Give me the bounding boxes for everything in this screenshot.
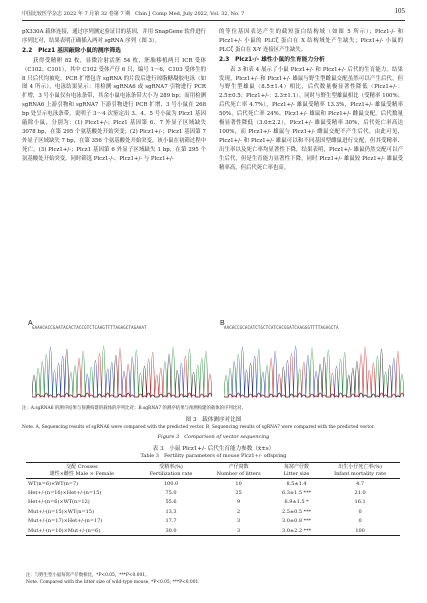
table-cell: 16.1 bbox=[354, 499, 366, 506]
table-row bbox=[26, 498, 400, 507]
table-caption-en: Table 3 Fertility parameters of mouse Plcz1+/- offspring bbox=[140, 453, 287, 459]
page-number: 105 bbox=[394, 7, 405, 15]
column-header-line: 受精率(%) bbox=[159, 464, 183, 470]
table-row bbox=[26, 526, 400, 536]
left-column bbox=[22, 28, 206, 164]
table-cell: 8.5±1.4 bbox=[286, 480, 307, 487]
figure-3 bbox=[22, 320, 405, 402]
table-cell: 75.0 bbox=[165, 489, 177, 496]
figure-note: 注：A.sgRNA6 的测序结果与预测构建的载体的序列比对；B.sgRNA7 的测序结果与预测构建的载体的序列比对。 bbox=[22, 406, 246, 411]
table-cell: 3.0±0.8 *** bbox=[281, 518, 312, 525]
table-cell: 2 bbox=[237, 508, 241, 515]
figure-caption: 图 3 载体测序对比图 bbox=[185, 417, 242, 423]
column-header-line: 交配 Crosses bbox=[66, 464, 98, 470]
chromatogram-b-traces bbox=[224, 331, 404, 405]
table-cell: 30.0 bbox=[138, 526, 205, 536]
table-note-en: Note. Compared with the litter size of wild-type mouse, *P<0.05, ***P<0.001. bbox=[26, 580, 200, 585]
table-note: 注：与野生型小鼠每窝产仔数相比，*P<0.05，***P<0.001。 bbox=[26, 573, 150, 578]
table-cell: 2.5±0.5 *** bbox=[281, 508, 312, 515]
panel-b-letter: B bbox=[220, 320, 225, 327]
figure-caption-en: Figure 3 Comparison of vector sequencing bbox=[157, 434, 270, 440]
table-cell: WT(n=6)×WT(n=7) bbox=[28, 480, 79, 487]
paragraph: pX330A 载体连接，通过序列测定验证目的基因，并用 SnapGene 软件进行序列比对，结果表明正确插入两对 sgRNA 序列（图 3）。 bbox=[22, 29, 206, 44]
column-header-line: Infant mortality rate bbox=[334, 470, 387, 477]
table-row bbox=[26, 479, 400, 489]
table-cell: 3 bbox=[204, 526, 273, 536]
table-cell: 25 bbox=[235, 489, 242, 496]
table-caption: 表 3 小鼠 Plcz1+/- 后代生育能力参数（x̄±s） bbox=[152, 446, 275, 452]
fertility-table bbox=[26, 462, 400, 536]
table-row bbox=[26, 507, 400, 516]
table-row bbox=[26, 517, 400, 526]
journal-header: 中国比较医学杂志 2022 年 7 月第 32 卷第 7 期 Chin J Comp Med, July 2022, Vol. 32, No. 7 bbox=[22, 11, 245, 17]
table-cell: 10 bbox=[235, 480, 242, 487]
table-cell: 100.0 bbox=[163, 480, 179, 487]
column-header-line: Number of litters bbox=[216, 470, 261, 477]
table-cell: Het+/-(n=6)×WT(n=12) bbox=[28, 499, 90, 506]
right-column bbox=[219, 28, 403, 173]
column-header-line: 出生小仔死亡率(%) bbox=[338, 464, 382, 470]
running-header bbox=[22, 7, 405, 18]
table-cell: 3 bbox=[237, 518, 241, 525]
trace-a bbox=[224, 348, 404, 397]
paragraph: 的等位基因表达产生的截短蛋白结构域（如图 5 所示）；Plcz1-/- 和 Plcz1+/- 小鼠的 PLCζ 蛋白在 X 结构域处产生缺失；Plcz1+/- 小鼠的 PLCζ 蛋白在 X-Y 连接区产生缺失。 bbox=[219, 29, 403, 53]
column-header-line: 产仔窝数 bbox=[228, 464, 249, 470]
table-cell: 3.0±2.2 *** bbox=[273, 526, 320, 536]
column-header-line: Litter size bbox=[283, 470, 310, 477]
column-header bbox=[320, 463, 400, 479]
table-header bbox=[26, 463, 400, 479]
table-cell: 55.6 bbox=[165, 499, 177, 506]
column-header bbox=[273, 463, 320, 479]
paragraph: 获得受精卵 82 枚，显微注射活胚 54 枚，胚胎移植两只 ICR 受体（C102、C101），其中 C102 受体产仔 6 只，编号 1～6，C103 受体生的 8 只后代均被吃。PCR 扩增包含 sgRNA 的片段后进行琼脂糖凝胶电泳（如图 4 所示），电泳结果显示：用检测 sgRNA6 或 sgRNA7 引物进行 PCR 扩增，3 号小鼠仅有电泳条带，其余小鼠电泳条带大小为 289 bp；而用检测 sgRNA6 上游引物和 sgRNA7 下游引物进行 PCR 扩增，3 号小鼠在 268 bp 处呈示电泳条带，说明子 3～4 次鉴定出 3、4、5 号小鼠为 Plcz1 基因敲除小鼠，分别为：(1) Plcz1+/-；Plcz1 基因第 6、7 外显子区域缺失 3078 bp，在第 295 个氨基酸处开始突变；(2) Plcz1+/-；Plcz1 基因第 7 外显子区域缺失 7 bp，在第 356 个氨基酸处开始突变，该小鼠在初筛过程中死亡。(3) Plcz1+/-；Plcz1 基因第 6 外显子区域缺失 1 bp，在第 295 个氨基酸处开始突变。同时筛选 Plcz1-/-、Plcz1+/- 与 Plcz1+/- bbox=[22, 57, 206, 162]
sequence-a: GAAACACCGAATACACTACCGTCTCAAGTTTTAGAGCTAGAAAT bbox=[32, 325, 147, 330]
table-cell: 6.3±1.5 *** bbox=[281, 489, 312, 496]
section-heading: 2.3 Plcz1-/- 雄性小鼠的生育能力分析 bbox=[219, 56, 325, 63]
header-rule bbox=[22, 20, 405, 21]
chromatogram-a-traces bbox=[32, 331, 212, 405]
column-header bbox=[204, 463, 273, 479]
table-cell: 0 bbox=[358, 508, 362, 515]
paragraph: 表 3 和表 4 展示了小鼠 Plcz1+/- 和 Plcz1+/- 后代的生育能力。结果发现，Plcz1+/- 和 Plcz1+/- 雄鼠与野生型雌鼠交配虽然可以产生后代，但与野生型雄鼠（8.5±1.4）相比，后代数量极显著性降低（Plcz1+/-：2.5±0.5；Plcz1+/-：2.3±1.1）。同时与野生型雄鼠相比（受精率 100%；后代死亡率 4.7%），Plcz1+/- 雄鼠受精率 13.3%，Plcz1+/- 雄鼠受精率 50%，后代死亡率 24%。Plcz1+/- 雄鼠和 Plcz1+/- 雌鼠交配，后代数量极显著性降低（3.0±2.2），Plcz1+/- 雄鼠受精率 30%，后代死亡率高达 100%，而 Plcz1+/- 雄鼠与 Plcz1+/- 雌鼠交配不产生后代。由此可见，Plcz1+/- 和 Plcz1+/- 雄鼠可以和不同基因型雌鼠进行交配，但其受精率、出生率以及死亡率均显著性下降，结果表明，Plcz1+/- 雄鼠仍然交配可以产生后代，但是生育能力显著性下降，同时 Plcz1+/- 雄鼠较 Plcz1+/- 雄鼠受精率高，但后代死亡率也高。 bbox=[219, 66, 403, 171]
table-cell: 13.3 bbox=[165, 508, 177, 515]
figure-note-en: Note. A, Sequencing results of sgRNA6 were compared with the predicted vector. B, Sequencing results of sgRNA7 were compared with the predicted vector. bbox=[22, 425, 375, 430]
chromatogram-b bbox=[224, 325, 404, 399]
column-header bbox=[26, 463, 138, 479]
table-cell: Mut+/-(n=17)×Het+/-(n=17) bbox=[28, 518, 103, 525]
table-cell: 0 bbox=[358, 518, 362, 525]
table-body bbox=[26, 479, 400, 536]
column-header-line: 每窝产仔数 bbox=[284, 464, 310, 470]
table-cell: Het+/-(n=16)×Het+/-(n=15) bbox=[28, 489, 102, 496]
table-cell: 4.7 bbox=[356, 480, 365, 487]
panel-a-letter: A bbox=[28, 320, 33, 327]
table-cell: 9 bbox=[237, 499, 241, 506]
trace-t bbox=[32, 348, 212, 397]
table-cell: 21.0 bbox=[354, 489, 366, 496]
table-cell: 17.7 bbox=[165, 518, 177, 525]
table-cell: 100 bbox=[320, 526, 400, 536]
table-cell: Mut+/-(n=15)×WT(n=15) bbox=[28, 508, 94, 515]
table-cell: 6.9±1.5 * bbox=[284, 499, 309, 506]
section-heading: 2.2 Plcz1 基因敲除小鼠的测序筛选 bbox=[22, 47, 121, 54]
column-header-line: Fertilization rate bbox=[149, 470, 193, 477]
sequence-b: AACACCGCACATCTGCTCATCACGGATCAAGGGTTTTAGAGCTA bbox=[224, 325, 339, 330]
chromatogram-a bbox=[32, 325, 212, 399]
column-header bbox=[138, 463, 205, 479]
column-header-line: 雄性×雌性 Male × Female bbox=[49, 470, 114, 477]
table-header-row bbox=[26, 463, 400, 479]
table-row bbox=[26, 488, 400, 497]
table-cell: Mut+/-(n=10)×Mut+/-(n=6) bbox=[26, 526, 138, 536]
